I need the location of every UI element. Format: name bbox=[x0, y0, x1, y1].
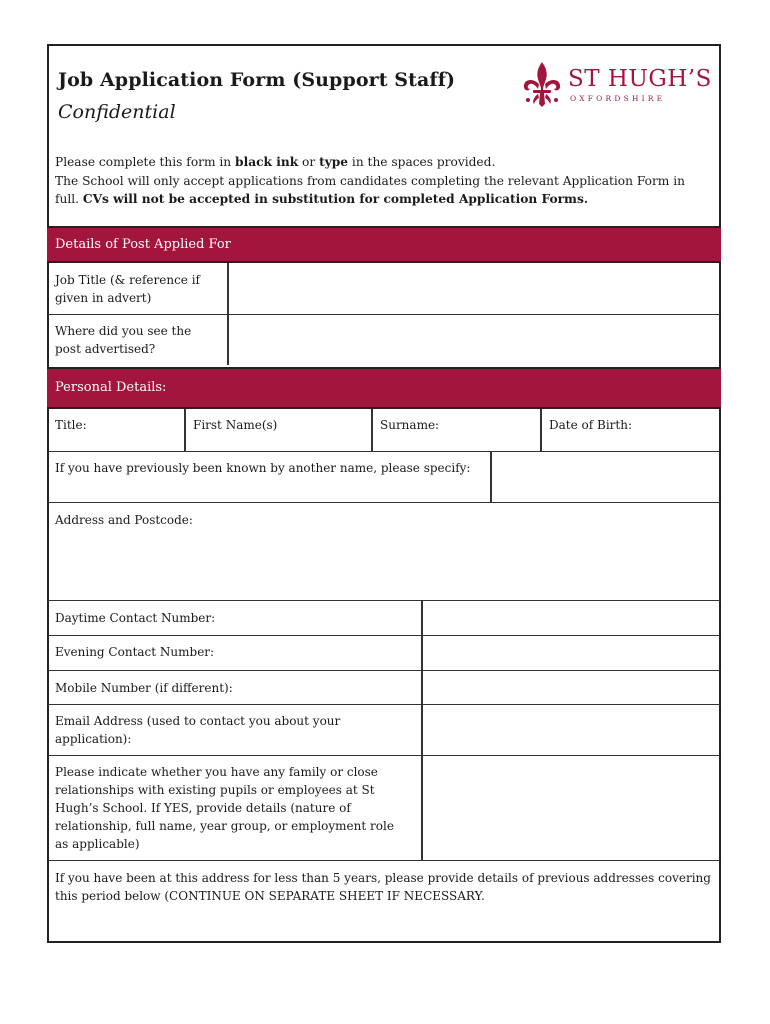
logo-subtitle: OXFORDSHIRE bbox=[570, 94, 666, 103]
job-title-label: Job Title (& reference if given in advert) bbox=[55, 273, 200, 305]
title-field[interactable]: Title: bbox=[55, 418, 87, 432]
other-name-label: If you have previously been known by another name, please specify: bbox=[55, 461, 471, 475]
mobile-number-label: Mobile Number (if different): bbox=[55, 681, 233, 695]
advertised-field[interactable] bbox=[229, 315, 720, 365]
form-title: Job Application Form (Support Staff) bbox=[58, 69, 456, 91]
daytime-number-label: Daytime Contact Number: bbox=[55, 611, 216, 625]
surname-field[interactable]: Surname: bbox=[380, 418, 440, 432]
advertised-label: Where did you see the post advertised? bbox=[55, 324, 192, 356]
logo-name: ST HUGH’S bbox=[568, 66, 712, 92]
personal-section-header: Personal Details: bbox=[47, 367, 721, 409]
instructions-line-3: full. CVs will not be accepted in substitution for completed Application Forms. bbox=[55, 192, 589, 206]
school-logo bbox=[520, 60, 715, 110]
job-title-field[interactable] bbox=[229, 264, 720, 314]
evening-number-field[interactable] bbox=[423, 636, 720, 670]
form-subtitle: Confidential bbox=[58, 101, 176, 123]
evening-number-label: Evening Contact Number: bbox=[55, 645, 215, 659]
row-divider bbox=[47, 502, 721, 503]
email-field[interactable] bbox=[423, 705, 720, 755]
address-field[interactable]: Address and Postcode: bbox=[55, 513, 193, 527]
instructions-line-2: The School will only accept applications from candidates completing the relevant Application Form in bbox=[55, 173, 685, 188]
post-section-header: Details of Post Applied For bbox=[47, 226, 721, 263]
email-label: Email Address (used to contact you about your application): bbox=[55, 714, 341, 746]
row-divider bbox=[47, 860, 721, 861]
mobile-number-field[interactable] bbox=[423, 671, 720, 704]
previous-address-field[interactable]: If you have been at this address for less than 5 years, please provide details of previous addresses covering this period below (CONTINUE ON SEPARATE SHEET IF NECESSARY. bbox=[55, 871, 711, 903]
daytime-number-field[interactable] bbox=[423, 601, 720, 635]
date-of-birth-field[interactable]: Date of Birth: bbox=[549, 418, 632, 432]
instructions bbox=[55, 153, 715, 209]
relationships-field[interactable] bbox=[423, 756, 720, 860]
instructions-line-1: Please complete this form in black ink or type in the spaces provided. bbox=[55, 155, 496, 169]
relationships-label: Please indicate whether you have any family or close relationships with existing pupils or employees at St Hugh’s School. If YES, provide details (nature of relationship, full name, year group, or employment role as applicable) bbox=[55, 765, 394, 851]
other-name-field[interactable] bbox=[492, 452, 720, 502]
fleur-de-lis-icon bbox=[520, 60, 564, 108]
first-name-field[interactable]: First Name(s) bbox=[193, 418, 278, 432]
